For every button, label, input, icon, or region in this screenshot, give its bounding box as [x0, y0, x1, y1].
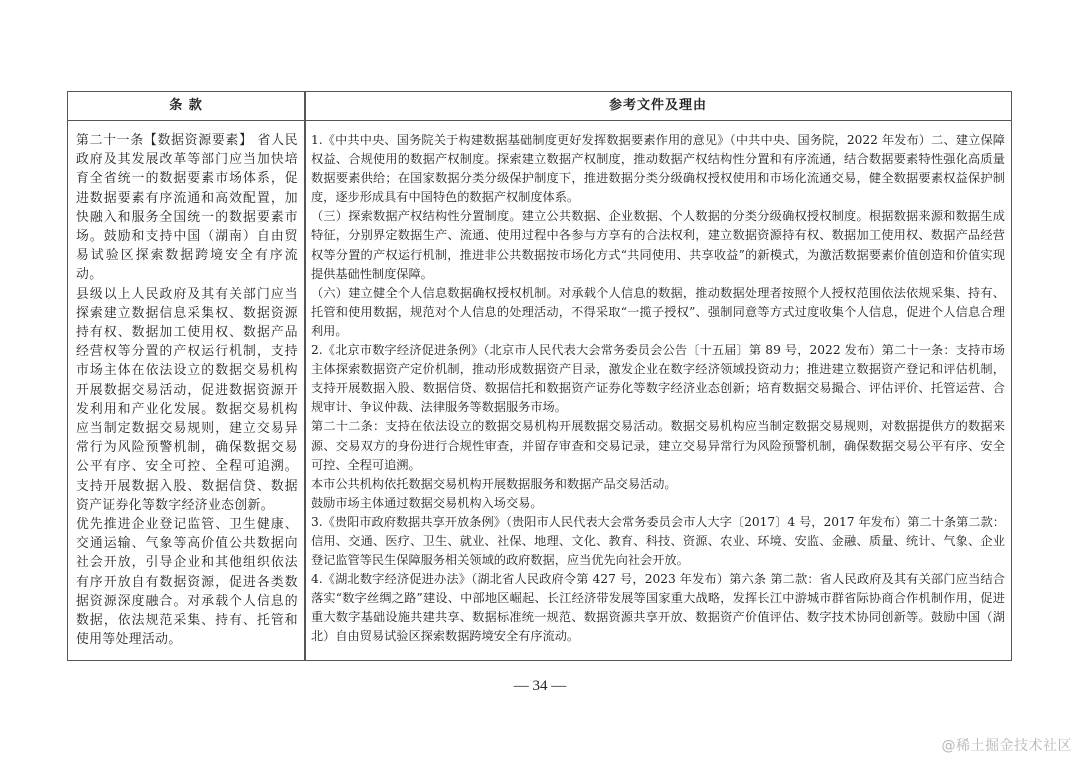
reference-paragraph: 鼓励市场主体通过数据交易机构入场交易。: [311, 495, 543, 510]
reference-paragraph: （三）探索数据产权结构性分置制度。建立公共数据、企业数据、个人数据的分类分级确权授权制度。根据数据来源和数据生成特征，分别界定数据生产、流通、使用过程中各参与方享有的合法权利，建立数据资源持有权、数据加工使用权、数据产品经营权等分置的产权运行机制，推进非公共数据按市场化方式“共同使用、共享收益”的新模式，为激活数据要素价值创造和价值实现提供基础性制度保障。: [311, 209, 1005, 281]
reference-paragraph: 1.《中共中央、国务院关于构建数据基础制度更好发挥数据要素作用的意见》（中共中央、国务院，2022 年发布）二、建立保障权益、合规使用的数据产权制度。探索建立数据产权制度，推动数据产权结构性分置和有序流通，结合数据要素特性强化高质量数据要素供给；在国家数据分类分级保护制度下，推进数据分类分级确权授权使用和市场化流通交易，健全数据要素权益保护制度，逐步形成具有中国特色的数据产权制度体系。: [311, 133, 1005, 205]
page-number: — 34 —: [513, 678, 567, 694]
reference-paragraph: 3.《贵阳市政府数据共享开放条例》（贵阳市人民代表大会常务委员会市人大字〔2017〕4 号，2017 年发布）第二十条第二款：信用、交通、医疗、卫生、就业、社保、地理、文化、教育、科技、资源、农业、环境、安监、金融、质量、统计、气象、企业登记监管等民生保障服务相关领域的政府数据，应当优先向社会开放。: [311, 514, 1005, 568]
reference-paragraph: （六）建立健全个人信息数据确权授权机制。对承载个人信息的数据，推动数据处理者按照个人授权范围依法依规采集、持有、托管和使用数据，规范对个人信息的处理活动，不得采取“一揽子授权”、强制同意等方式过度收集个人信息，促进个人信息合理利用。: [311, 285, 1005, 338]
header-references: 参考文件及理由: [608, 98, 707, 113]
provision-paragraph: 优先推进企业登记监管、卫生健康、交通运输、气象等高价值公共数据向社会开放，引导企业和其他组织依法有序开放自有数据资源，促进各类数据资源深度融合。对承载个人信息的数据，依法规范采集、持有、托管和使用等处理活动。: [76, 517, 298, 648]
reference-paragraph: 2.《北京市数字经济促进条例》（北京市人民代表大会常务委员会公告〔十五届〕第 89 号，2022 发布）第二十一条：支持市场主体探索数据资产定价机制，推动形成数据资产目录，激发企业在数字经济领域投资动力；推进建立数据资产登记和评估机制，支持开展数据入股、数据信贷、数据信托和数据资产证券化等数字经济业态创新；培育数据交易撮合、评估评价、托管运营、合规审计、争议仲裁、法律服务等数据服务市场。: [311, 343, 1005, 415]
provision-paragraph: 第二十一条【数据资源要素】 省人民政府及其发展改革等部门应当加快培育全省统一的数据要素市场体系，促进数据要素有序流通和高效配置，加快融入和服务全国统一的数据要素市场。鼓励和支持中国（湖南）自由贸易试验区探索数据跨境安全有序流动。: [76, 133, 298, 283]
provision-cell: [68, 121, 304, 660]
provisions-table: [67, 91, 1012, 661]
reference-paragraph: 本市公共机构依托数据交易机构开展数据服务和数据产品交易活动。: [311, 476, 677, 491]
provision-paragraph: 县级以上人民政府及其有关部门应当探索建立数据信息采集权、数据资源持有权、数据加工使用权、数据产品经营权等分置的产权运行机制，支持市场主体在依法设立的数据交易机构开展数据交易活动，促进数据资源开发利用和产业化发展。数据交易机构应当制定数据交易规则，建立交易异常行为风险预警机制，确保数据交易公平有序、安全可控、全程可追溯。支持开展数据入股、数据信贷、数据资产证券化等数字经济业态创新。: [76, 286, 298, 513]
table-header-row: [68, 92, 1011, 121]
reference-cell: [306, 121, 1011, 660]
watermark: @稀土掘金技术社区: [941, 738, 1072, 754]
header-provisions: 条 款: [169, 98, 203, 113]
reference-paragraph: 4.《湖北数字经济促进办法》（湖北省人民政府令第 427 号，2023 年发布）第六条 第二款：省人民政府及其有关部门应当结合落实“数字丝绸之路”建设、中部地区崛起、长江经济带发展等国家重大战略，发挥长江中游城市群省际协商合作机制作用，促进重大数字基础设施共建共享、数据标准统一规范、数据资源共享开放、数据资产价值评估、数字技术协同创新等。鼓励中国（湖北）自由贸易试验区探索数据跨境安全有序流动。: [311, 572, 1005, 644]
reference-paragraph: 第二十二条：支持在依法设立的数据交易机构开展数据交易活动。数据交易机构应当制定数据交易规则，对数据提供方的数据来源、交易双方的身份进行合规性审查，并留存审查和交易记录，建立交易异常行为风险预警机制，确保数据交易公平有序、安全可控、全程可追溯。: [311, 419, 1005, 472]
